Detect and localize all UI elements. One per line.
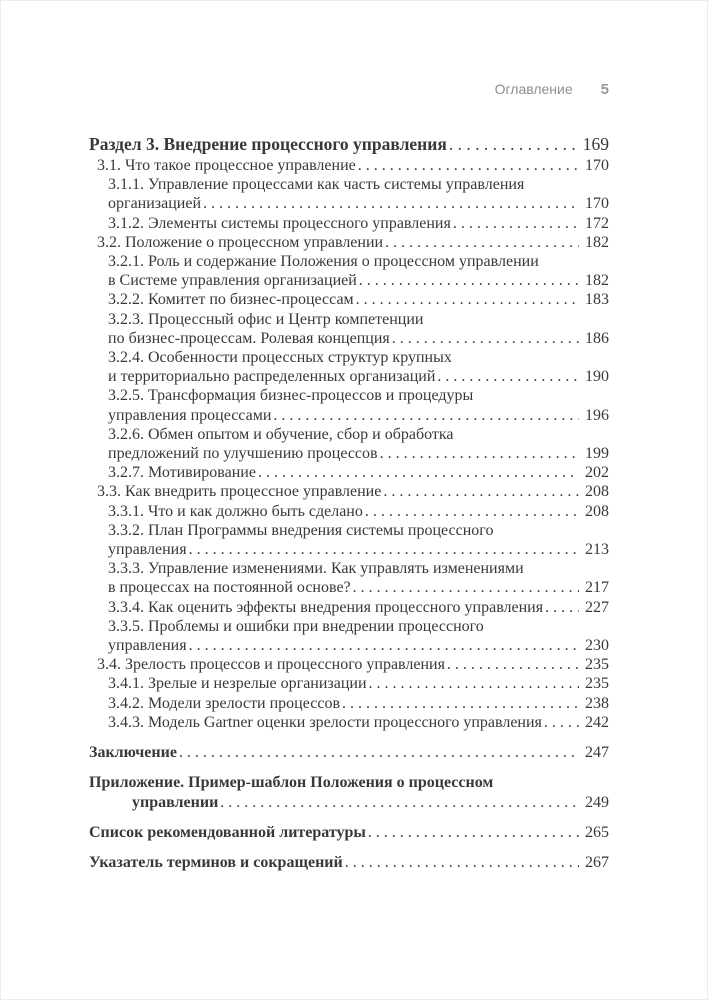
- toc-entry-title: Список рекомендованной литературы: [89, 823, 366, 841]
- toc-entry-title: 3.2.2. Комитет по бизнес-процессам: [108, 291, 354, 309]
- toc-entry-page: 190: [585, 368, 609, 386]
- toc-entry-title: 3.1. Что такое процессное управление: [97, 157, 356, 174]
- toc-line: [89, 743, 609, 762]
- toc-entry-page: 208: [585, 483, 609, 501]
- toc-entry-page: 242: [585, 713, 609, 731]
- toc-entry-title: 3.4.3. Модель Gartner оценки зрелости процессного управления: [108, 713, 542, 731]
- toc-entry-title: 3.2.7. Мотивирование: [108, 464, 256, 482]
- toc-entry-title: 3.3.2. План Программы внедрения системы процессного: [108, 521, 494, 539]
- dot-leader: [220, 793, 579, 812]
- dot-leader: [273, 406, 579, 425]
- toc-line: [89, 482, 609, 501]
- dot-leader: [392, 329, 579, 348]
- toc-line: [89, 617, 609, 636]
- toc-line: [89, 348, 609, 367]
- toc-entry-page: 196: [585, 406, 609, 424]
- toc-entry-page: 186: [585, 329, 609, 347]
- toc-entry: [89, 425, 609, 463]
- dot-leader: [342, 694, 579, 713]
- toc-entry-page: 172: [585, 214, 609, 232]
- toc-line: [89, 463, 609, 482]
- toc-line: [89, 694, 609, 713]
- toc-entry-page: 169: [582, 134, 609, 154]
- toc-line: [89, 521, 609, 540]
- toc-entry: [89, 559, 609, 597]
- toc-line: [89, 214, 609, 233]
- toc-entry-page: 202: [585, 464, 609, 482]
- toc-entry: [89, 348, 609, 386]
- toc-entry: [89, 521, 609, 559]
- toc-entry-title: управления: [108, 541, 187, 559]
- toc-entry-page: 213: [585, 541, 609, 559]
- dot-leader: [345, 853, 579, 872]
- toc-entry-title: в Системе управления организацией: [108, 272, 357, 290]
- dot-leader: [356, 290, 579, 309]
- toc-entry-title: 3.2.1. Роль и содержание Положения о процессном управлении: [108, 253, 539, 271]
- toc-entry: [89, 214, 609, 233]
- toc-line: [89, 175, 609, 194]
- toc-entry-title: управлении: [132, 793, 219, 811]
- toc-entry-title: 3.3.3. Управление изменениями. Как управлять изменениями: [108, 560, 524, 578]
- toc-line: [89, 134, 609, 155]
- toc-entry-page: 170: [585, 157, 609, 174]
- dot-leader: [383, 482, 579, 501]
- toc-entry-title: 3.2. Положение о процессном управлении: [97, 233, 384, 251]
- dot-leader: [449, 134, 578, 155]
- toc-entry-title: и территориально распределенных организаций: [108, 368, 436, 386]
- toc-entry-page: 199: [585, 445, 609, 463]
- toc-entry-title: 3.2.6. Обмен опытом и обучение, сбор и обработка: [108, 425, 454, 443]
- toc-line: [89, 853, 609, 872]
- toc-entry-page: 265: [585, 823, 609, 841]
- toc-entry-title: 3.2.3. Процессный офис и Центр компетенции: [108, 310, 424, 328]
- toc-entry: [89, 598, 609, 617]
- toc-entry: [89, 482, 609, 501]
- dot-leader: [358, 156, 579, 175]
- toc-entry-title: 3.3.4. Как оценить эффекты внедрения процессного управления: [108, 598, 544, 616]
- toc-entry-page: 182: [585, 272, 609, 290]
- dot-leader: [368, 823, 579, 842]
- toc-entry: [89, 252, 609, 290]
- toc-line: [89, 713, 609, 732]
- toc-line: [89, 823, 609, 842]
- toc-line: [89, 502, 609, 521]
- toc-entry: [89, 502, 609, 521]
- toc-entry-page: 230: [585, 637, 609, 655]
- toc-entry-title: Приложение. Пример-шаблон Положения о процессном: [89, 774, 494, 792]
- toc-entry-title: 3.3. Как внедрить процессное управление: [97, 483, 382, 501]
- toc-line: [89, 386, 609, 405]
- toc-line: [89, 156, 609, 175]
- toc-line: [89, 290, 609, 309]
- dot-leader: [544, 713, 579, 732]
- dot-leader: [369, 674, 579, 693]
- dot-leader: [258, 463, 579, 482]
- toc-entry-title: 3.1.2. Элементы системы процессного управления: [108, 214, 451, 232]
- dot-leader: [437, 367, 579, 386]
- toc-line: [89, 310, 609, 329]
- toc-entry-page: 235: [585, 675, 609, 693]
- toc-entry: [89, 853, 609, 872]
- toc-entry: [89, 743, 609, 762]
- toc-entry-title: Раздел 3. Внедрение процессного управления: [89, 134, 447, 154]
- toc-entry-title: 3.3.5. Проблемы и ошибки при внедрении процессного: [108, 617, 484, 635]
- dot-leader: [447, 655, 579, 674]
- running-header: [89, 81, 609, 98]
- toc-entry: [89, 617, 609, 655]
- toc-line: [89, 233, 609, 252]
- toc-entry: [89, 233, 609, 252]
- toc-entry: [89, 674, 609, 693]
- toc-line: [89, 252, 609, 271]
- toc-line: [89, 793, 609, 812]
- toc-entry-page: 249: [585, 793, 609, 811]
- toc-line: [89, 444, 609, 463]
- toc-entry-title: 3.4.1. Зрелые и незрелые организации: [108, 675, 367, 693]
- toc-entry-title: организацией: [108, 195, 201, 213]
- dot-leader: [365, 502, 579, 521]
- toc-entry: [89, 823, 609, 842]
- toc-entry-page: 227: [585, 598, 609, 616]
- toc-entry-title: 3.2.5. Трансформация бизнес-процессов и процедуры: [108, 387, 474, 405]
- toc-entry: [89, 134, 609, 155]
- toc-line: [89, 578, 609, 597]
- toc-entry-title: управления процессами: [108, 406, 272, 424]
- toc-entry-page: 267: [585, 853, 609, 871]
- toc: [89, 134, 609, 872]
- toc-line: [89, 194, 609, 213]
- dot-leader: [179, 743, 579, 762]
- dot-leader: [380, 444, 579, 463]
- dot-leader: [203, 194, 579, 213]
- toc-entry-title: Заключение: [89, 744, 177, 762]
- dot-leader: [353, 578, 579, 597]
- toc-entry: [89, 463, 609, 482]
- toc-entry-title: управления: [108, 637, 187, 655]
- toc-line: [89, 636, 609, 655]
- toc-entry-title: предложений по улучшению процессов: [108, 445, 378, 463]
- dot-leader: [189, 540, 579, 559]
- toc-entry: [89, 310, 609, 348]
- toc-entry-title: в процессах на постоянной основе?: [108, 579, 351, 597]
- toc-line: [89, 425, 609, 444]
- toc-entry: [89, 694, 609, 713]
- toc-entry: [89, 655, 609, 674]
- toc-line: [89, 773, 609, 792]
- toc-entry: [89, 156, 609, 175]
- toc-entry-title: Указатель терминов и сокращений: [89, 853, 343, 871]
- toc-entry-title: 3.4.2. Модели зрелости процессов: [108, 694, 340, 712]
- toc-line: [89, 674, 609, 693]
- dot-leader: [359, 271, 579, 290]
- toc-line: [89, 406, 609, 425]
- dot-leader: [545, 598, 579, 617]
- toc-line: [89, 367, 609, 386]
- toc-entry: [89, 386, 609, 424]
- header-page-number: 5: [600, 81, 609, 98]
- toc-line: [89, 559, 609, 578]
- toc-line: [89, 271, 609, 290]
- toc-entry-title: по бизнес-процессам. Ролевая концепция: [108, 329, 390, 347]
- toc-line: [89, 540, 609, 559]
- toc-entry-page: 247: [585, 744, 609, 762]
- toc-entry-title: 3.3.1. Что и как должно быть сделано: [108, 502, 363, 520]
- toc-entry: [89, 713, 609, 732]
- toc-line: [89, 329, 609, 348]
- toc-entry-page: 208: [585, 502, 609, 520]
- toc-entry-title: 3.4. Зрелость процессов и процессного управления: [97, 656, 445, 674]
- toc-entry-page: 183: [585, 291, 609, 309]
- toc-entry: [89, 290, 609, 309]
- toc-entry-page: 170: [585, 195, 609, 213]
- toc-entry-page: 235: [585, 656, 609, 674]
- toc-entry-title: 3.1.1. Управление процессами как часть системы управления: [108, 176, 525, 194]
- toc-entry: [89, 175, 609, 213]
- toc-line: [89, 598, 609, 617]
- dot-leader: [453, 214, 579, 233]
- dot-leader: [385, 233, 579, 252]
- toc-entry-page: 182: [585, 233, 609, 251]
- toc-entry-page: 238: [585, 694, 609, 712]
- toc-entry-page: 217: [585, 579, 609, 597]
- toc-entry: [89, 773, 609, 811]
- toc-entry-title: 3.2.4. Особенности процессных структур крупных: [108, 349, 452, 367]
- toc-line: [89, 655, 609, 674]
- dot-leader: [189, 636, 579, 655]
- running-header-title: Оглавление: [494, 81, 573, 97]
